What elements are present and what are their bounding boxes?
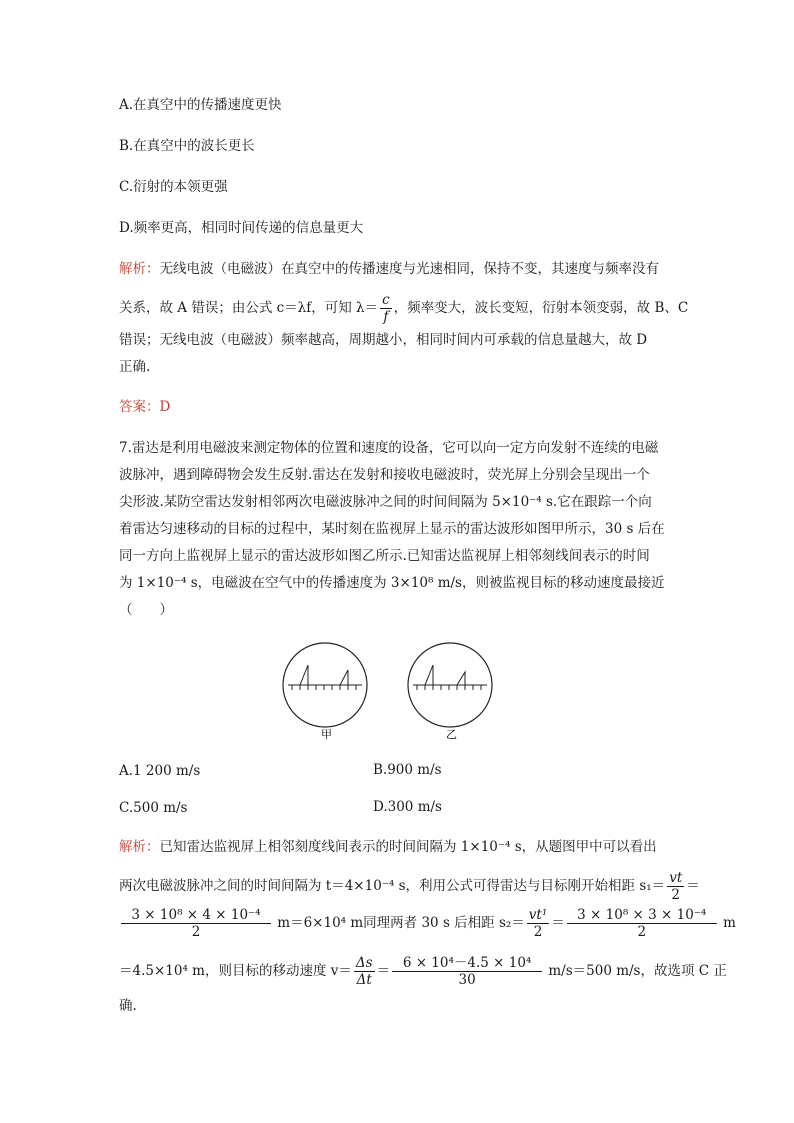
- analysis-text: m/s＝500 m/s，故选项 C 正: [548, 963, 727, 979]
- figure-label-yi: 乙: [446, 728, 457, 741]
- q6-option-b: B.在真空中的波长更长: [119, 138, 255, 154]
- figure-label-jia: 甲: [321, 728, 332, 741]
- analysis-text: ＝: [686, 878, 700, 894]
- fraction-num: Δs: [355, 955, 373, 971]
- fraction: [667, 870, 684, 903]
- q7-stem-line: 着雷达匀速移动的目标的过程中，某时刻在监视屏上显示的雷达波形如图甲所示，30 s 后在: [119, 521, 665, 537]
- q7-stem-line: （ ）: [119, 602, 173, 618]
- q7-stem-line: 尖形波.某防空雷达发射相邻两次电磁波脉冲之间的时间间隔为 5×10⁻⁴ s.它在跟踪一个向: [119, 494, 652, 510]
- q7-analysis-line-3: [119, 907, 736, 940]
- q7-option-d: D.300 m/s: [373, 799, 442, 815]
- q6-option-a: A.在真空中的传播速度更快: [119, 97, 282, 113]
- analysis-text: m＝6×10⁴ m同理两者 30 s 后相距 s₂＝: [277, 915, 525, 931]
- analysis-text: ＝: [376, 963, 391, 979]
- fraction-num: 3 × 10⁸ × 3 × 10⁻⁴: [567, 907, 717, 924]
- analysis-text: 无线电波（电磁波）在真空中的传播速度与光速相同，保持不变，其速度与频率没有: [159, 261, 659, 277]
- q7-option-c: C.500 m/s: [119, 800, 188, 816]
- q7-option-b: B.900 m/s: [373, 762, 442, 778]
- q7-stem-line: 同一方向上监视屏上显示的雷达波形如图乙所示.已知雷达监视屏上相邻刻线间表示的时间: [119, 548, 650, 564]
- fraction-den: f: [383, 309, 389, 325]
- fraction-den: 30: [458, 972, 476, 988]
- q7-option-a: A.1 200 m/s: [119, 763, 201, 779]
- fraction-den: Δt: [356, 972, 372, 988]
- q7-analysis-line-4: [119, 955, 727, 988]
- fraction-num: 6 × 10⁴－4.5 × 10⁴: [392, 955, 542, 972]
- fraction-den: 2: [637, 924, 647, 940]
- q7-analysis-line-5: 确.: [119, 998, 137, 1014]
- analysis-text: ，频率变大，波长变短，衍射本领变弱，故 B、C: [393, 300, 689, 316]
- fraction: [121, 907, 271, 940]
- q6-answer: 答案：D: [119, 399, 171, 415]
- q6-analysis-line-3: 错误；无线电波（电磁波）频率越高，周期越小，相同时间内可承载的信息量越大，故 D: [119, 332, 648, 348]
- fraction-den: 2: [191, 924, 201, 940]
- analysis-text: 两次电磁波脉冲之间的时间间隔为 t＝4×10⁻⁴ s，利用公式可得雷达与目标刚开始相距 s₁＝: [119, 878, 666, 894]
- q6-analysis-line-2: [119, 292, 688, 325]
- fraction-den: 2: [533, 924, 543, 940]
- q7-analysis-line-2: [119, 870, 700, 903]
- q7-analysis-line-1: [119, 838, 657, 856]
- analysis-text: 关系，故 A 错误；由公式 c＝λf，可知 λ＝: [119, 300, 379, 316]
- analysis-text: 已知雷达监视屏上相邻刻度线间表示的时间间隔为 1×10⁻⁴ s，从题图甲中可以看出: [159, 839, 657, 855]
- fraction: [567, 907, 717, 940]
- fraction-den: 2: [671, 887, 681, 903]
- radar-screen-yi: [408, 643, 492, 741]
- radar-figures: [270, 640, 530, 745]
- fraction-num: c: [382, 292, 390, 308]
- q6-analysis-line-1: [119, 260, 659, 278]
- fraction-num: vt¹: [528, 907, 548, 923]
- q6-option-d: D.频率更高，相同时间传递的信息量更大: [119, 220, 364, 236]
- q6-option-c: C.衍射的本领更强: [119, 179, 228, 195]
- q7-stem-line: 为 1×10⁻⁴ s，电磁波在空气中的传播速度为 3×10⁸ m/s，则被监视目标的移动速度最接近: [119, 575, 665, 591]
- q7-stem-line: 7.雷达是利用电磁波来测定物体的位置和速度的设备，它可以向一定方向发射不连续的电磁: [119, 440, 659, 456]
- fraction: [354, 955, 375, 988]
- fraction-num: vt: [669, 870, 683, 886]
- q7-stem-line: 波脉冲，遇到障碍物会发生反射.雷达在发射和接收电磁波时，荧光屏上分别会呈现出一个: [119, 467, 650, 483]
- fraction: [527, 907, 549, 940]
- fraction-num: 3 × 10⁸ × 4 × 10⁻⁴: [121, 907, 271, 924]
- analysis-label: 解析：: [119, 261, 160, 277]
- analysis-text: ＝4.5×10⁴ m，则目标的移动速度 v＝: [119, 963, 352, 979]
- q6-analysis-line-4: 正确.: [119, 359, 151, 375]
- fraction: [380, 292, 392, 325]
- fraction: [392, 955, 542, 988]
- radar-screen-jia: [283, 643, 367, 741]
- analysis-text: ＝: [551, 915, 565, 931]
- analysis-text: m: [723, 915, 736, 931]
- analysis-label: 解析：: [119, 839, 160, 855]
